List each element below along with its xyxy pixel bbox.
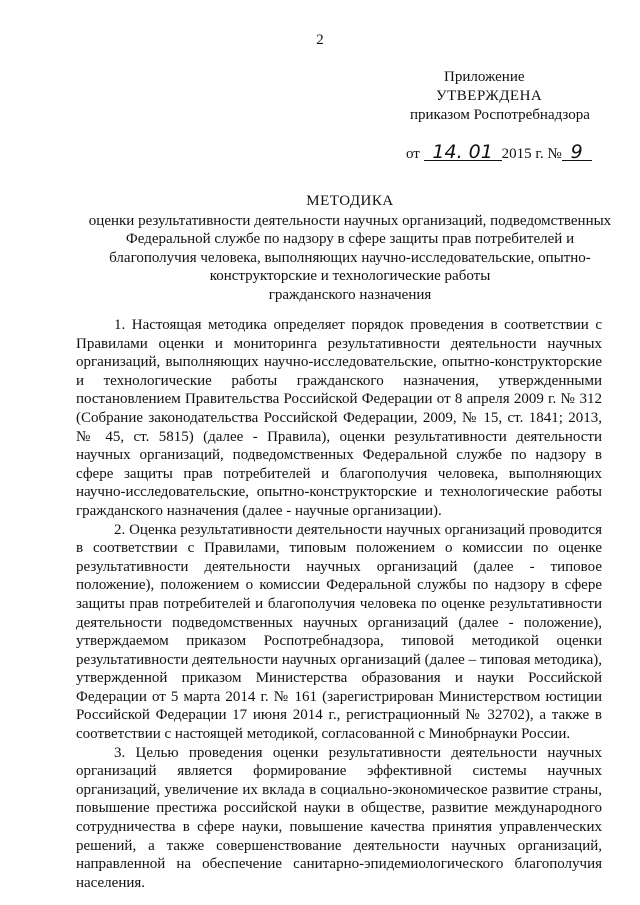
page-number: 2 bbox=[316, 32, 324, 48]
subtitle-line: благополучия человека, выполняющих научно-исследовательские, опытно- bbox=[109, 249, 591, 266]
subtitle-line: конструкторские и технологические работы bbox=[209, 268, 491, 284]
subtitle-line: Федеральной службе по надзору в сфере защиты прав потребителей и bbox=[125, 231, 575, 247]
paragraph-1: 1. Настоящая методика определяет порядок проведения в соответствии с Правилами оценки и мониторинга результативности деятельности научных организаций, выполняющих научно-исследовательские, опытно-конструкторские и технологические работы гражданского назначения, утвержденными постановлением Правительства Российской Федерации от 8 апреля 2009 г. № 312 (Собрание законодательства Российской Федерации, 2009, № 15, ст. 1841; 2013, № 45, ст. 5815) (далее - Правила), оценки результативности деятельности научных организаций, подведомственных Федеральной службе по надзору в сфере защиты прав потребителей и благополучия человека, выполняющих научно-исследовательские, опытно-конструкторские и технологические работы гражданского назначения (далее - научные организации). bbox=[76, 317, 602, 519]
paragraph-2: 2. Оценка результативности деятельности научных организаций проводится в соответствии с Правилами, типовым положением о комиссии по оценке результативности деятельности научных организаций (далее - типовое положение), положением о комиссии Федеральной службы по надзору в сфере защиты прав потребителей и благополучия человека по оценке результативности деятельности подведомственных научных организаций (далее - положение), утверждаемом приказом Роспотребнадзора, типовой методикой оценки результативности деятельности научных организаций (далее – типовая методика), утвержденной приказом Министерства образования и науки Российской Федерации от 5 марта 2014 г. № 161 (зарегистрирован Министерством юстиции Российской Федерации 17 июня 2014 г., регистрационный № 32702), а также в соответствии с настоящей методикой, согласованной с Минобрнауки России. bbox=[76, 521, 602, 743]
subtitle-line: оценки результативности деятельности научных организаций, подведомственных bbox=[88, 212, 612, 229]
handwritten-order-number: 9 bbox=[562, 144, 592, 161]
order-label: приказом Роспотребнадзора bbox=[410, 107, 590, 123]
document-body bbox=[76, 316, 602, 892]
order-date-line bbox=[406, 141, 631, 164]
approval-stamp bbox=[406, 68, 631, 164]
year-number-label: 2015 г. № bbox=[501, 146, 562, 162]
approved-label: УТВЕРЖДЕНА bbox=[436, 88, 543, 104]
document-title-block bbox=[76, 192, 624, 304]
subtitle-line: гражданского назначения bbox=[268, 286, 432, 303]
paragraph-3: 3. Целью проведения оценки результативности деятельности научных организаций является формирование эффективной системы научных организаций, увеличение их вклада в социально-экономическое развитие страны, повышение престижа российской науки в обществе, развитие международного сотрудничества в сфере науки, повышение качества принятия управленческих решений, а также совершенствование деятельности научных организаций, направленной на обеспечение санитарно-эпидемиологического благополучия населения. bbox=[76, 744, 602, 891]
appendix-label: Приложение bbox=[444, 69, 525, 85]
document-title: МЕТОДИКА bbox=[306, 193, 394, 209]
handwritten-date: 14. 01 bbox=[424, 144, 502, 161]
date-prefix: от bbox=[406, 146, 420, 162]
